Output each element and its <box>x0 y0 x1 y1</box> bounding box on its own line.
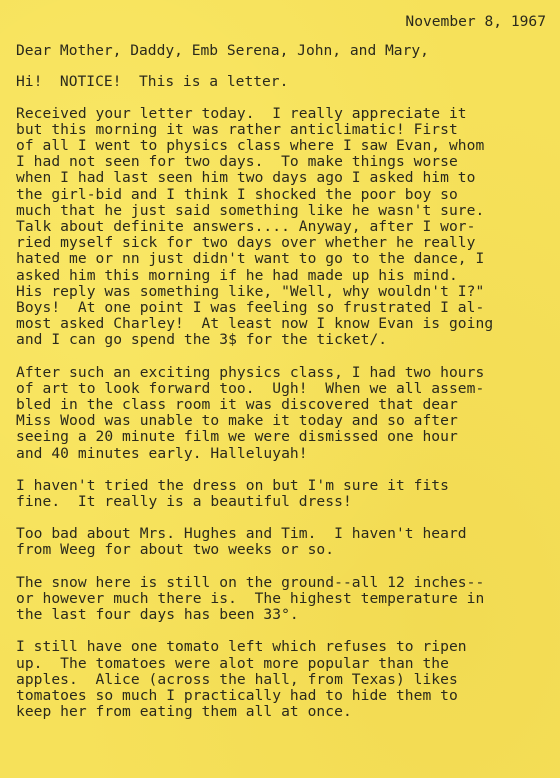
letter-paragraph <box>16 575 556 624</box>
letter-line: most asked Charley! At least now I know Evan is going <box>16 315 494 333</box>
letter-line: hated me or nn just didn't want to go to the dance, I <box>16 250 485 268</box>
letter-line: After such an exciting physics class, I had two hours <box>16 363 485 381</box>
letter-line: I had not seen for two days. To make things worse <box>16 153 458 171</box>
letter-line: tomatoes so much I practically had to hide them to <box>16 686 458 704</box>
letter-line: bled in the class room it was discovered that dear <box>16 396 458 414</box>
letter-paragraph <box>16 365 556 462</box>
letter-line: the last four days has been 33°. <box>16 606 299 624</box>
letter-line: Boys! At one point I was feeling so frustrated I al- <box>16 299 485 317</box>
letter-line: seeing a 20 minute film we were dismissed one hour <box>16 428 458 446</box>
letter-line: from Weeg for about two weeks or so. <box>16 541 335 559</box>
letter-line: Received your letter today. I really appreciate it <box>16 104 467 122</box>
letter-line: Too bad about Mrs. Hughes and Tim. I haven't heard <box>16 525 467 543</box>
letter-line: fine. It really is a beautiful dress! <box>16 493 352 511</box>
letter-line: asked him this morning if he had made up his mind. <box>16 266 458 284</box>
letter-line: much that he just said something like he wasn't sure. <box>16 201 485 219</box>
letter-paragraph <box>16 526 556 558</box>
letter-line: or however much there is. The highest temperature in <box>16 589 485 607</box>
letter-paragraph <box>16 106 556 349</box>
letter-line: apples. Alice (across the hall, from Texas) likes <box>16 670 458 688</box>
letter-body <box>16 106 556 721</box>
letter-line: and I can go spend the 3$ for the ticket/. <box>16 331 388 349</box>
letter-greeting: Hi! NOTICE! This is a letter. <box>16 73 289 91</box>
letter-line: the girl-bid and I think I shocked the poor boy so <box>16 185 458 203</box>
letter-line: His reply was something like, "Well, why wouldn't I?" <box>16 282 485 300</box>
letter-line: of all I went to physics class where I saw Evan, whom <box>16 137 485 155</box>
letter-line: I still have one tomato left which refuses to ripen <box>16 638 467 656</box>
letter-line: keep her from eating them all at once. <box>16 703 352 721</box>
letter-line: Miss Wood was unable to make it today and so after <box>16 412 458 430</box>
letter-line: of art to look forward too. Ugh! When we all assem- <box>16 379 485 397</box>
letter-salutation: Dear Mother, Daddy, Emb Serena, John, and Mary, <box>16 42 429 60</box>
letter-line: ried myself sick for two days over whether he really <box>16 234 476 252</box>
typed-letter <box>16 14 556 736</box>
letter-paragraph <box>16 478 556 510</box>
letter-line: when I had last seen him two days ago I asked him to <box>16 169 476 187</box>
letter-paragraph <box>16 639 556 720</box>
letter-line: but this morning it was rather anticlimatic! First <box>16 120 458 138</box>
letter-line: up. The tomatoes were alot more popular than the <box>16 654 449 672</box>
letter-line: and 40 minutes early. Halleluyah! <box>16 444 308 462</box>
letter-line: I haven't tried the dress on but I'm sure it fits <box>16 476 449 494</box>
letter-line: The snow here is still on the ground--all 12 inches-- <box>16 573 485 591</box>
letter-date: November 8, 1967 <box>405 13 546 30</box>
letter-line: Talk about definite answers.... Anyway, after I wor- <box>16 218 476 236</box>
